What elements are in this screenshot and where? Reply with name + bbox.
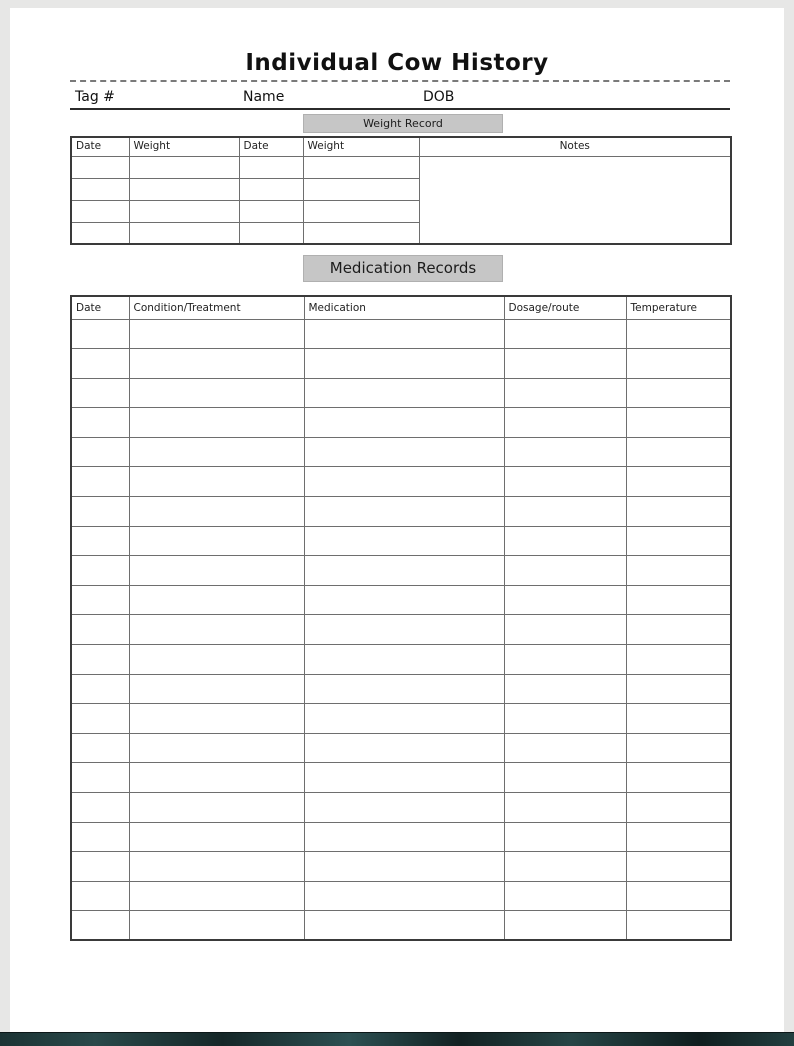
table-cell	[71, 911, 129, 941]
column-header-weight: Weight	[129, 137, 239, 156]
table-cell	[626, 408, 731, 438]
column-header-medication: Medication	[304, 296, 504, 319]
table-cell	[71, 556, 129, 586]
table-cell	[71, 319, 129, 349]
table-cell	[239, 200, 303, 222]
table-row	[71, 674, 731, 704]
table-row	[71, 378, 731, 408]
table-row	[71, 556, 731, 586]
table-cell	[626, 852, 731, 882]
table-cell	[129, 881, 304, 911]
table-cell	[304, 497, 504, 527]
table-row	[71, 408, 731, 438]
table-cell	[239, 178, 303, 200]
bottom-decorative-band	[0, 1032, 794, 1046]
table-cell	[304, 408, 504, 438]
table-row	[71, 822, 731, 852]
dob-label: DOB	[423, 89, 455, 105]
table-cell	[129, 467, 304, 497]
table-cell	[129, 645, 304, 675]
table-cell	[304, 615, 504, 645]
table-cell	[504, 645, 626, 675]
table-row	[71, 615, 731, 645]
table-row	[71, 437, 731, 467]
table-cell	[71, 222, 129, 244]
table-row	[71, 704, 731, 734]
table-cell	[129, 526, 304, 556]
table-row	[71, 793, 731, 823]
table-cell	[71, 156, 129, 178]
table-cell	[71, 852, 129, 882]
table-cell	[129, 585, 304, 615]
table-cell	[239, 222, 303, 244]
table-cell	[71, 497, 129, 527]
table-cell	[129, 911, 304, 941]
table-cell	[504, 585, 626, 615]
column-header-weight2: Weight	[303, 137, 419, 156]
table-cell	[303, 200, 419, 222]
table-cell	[71, 467, 129, 497]
table-cell	[129, 378, 304, 408]
table-cell	[304, 793, 504, 823]
column-header-date: Date	[71, 137, 129, 156]
table-cell	[71, 704, 129, 734]
table-cell	[71, 200, 129, 222]
table-cell	[304, 437, 504, 467]
table-cell	[626, 467, 731, 497]
table-cell	[304, 349, 504, 379]
table-cell	[71, 763, 129, 793]
table-cell	[304, 319, 504, 349]
table-row	[71, 319, 731, 349]
table-row	[71, 585, 731, 615]
table-cell	[304, 585, 504, 615]
table-cell	[239, 156, 303, 178]
table-cell	[71, 881, 129, 911]
table-cell	[626, 585, 731, 615]
table-row	[71, 349, 731, 379]
table-cell	[304, 881, 504, 911]
table-cell	[504, 822, 626, 852]
table-cell	[626, 526, 731, 556]
table-cell	[71, 378, 129, 408]
table-cell	[129, 733, 304, 763]
table-cell	[504, 556, 626, 586]
table-cell	[504, 852, 626, 882]
table-cell	[626, 615, 731, 645]
table-cell	[304, 467, 504, 497]
header-fields-underline	[70, 108, 730, 110]
table-cell	[71, 645, 129, 675]
table-row	[71, 852, 731, 882]
table-cell	[504, 733, 626, 763]
page-title: Individual Cow History	[245, 50, 549, 76]
table-cell	[304, 526, 504, 556]
title-divider	[70, 80, 730, 82]
table-cell	[504, 763, 626, 793]
weight-record-table	[70, 136, 732, 245]
table-header-row	[71, 296, 731, 319]
table-cell	[71, 408, 129, 438]
table-cell	[626, 674, 731, 704]
table-cell	[504, 793, 626, 823]
table-cell	[129, 674, 304, 704]
table-cell	[626, 319, 731, 349]
table-cell	[129, 349, 304, 379]
table-cell	[504, 674, 626, 704]
table-row	[71, 645, 731, 675]
table-row	[71, 467, 731, 497]
table-cell	[129, 822, 304, 852]
table-cell	[626, 881, 731, 911]
table-cell	[504, 467, 626, 497]
table-cell	[504, 378, 626, 408]
column-header-condition: Condition/Treatment	[129, 296, 304, 319]
table-cell	[129, 408, 304, 438]
form-page	[10, 8, 784, 1032]
table-cell	[626, 733, 731, 763]
table-cell	[626, 704, 731, 734]
table-cell	[129, 704, 304, 734]
table-cell	[304, 733, 504, 763]
notes-cell	[419, 156, 731, 244]
table-cell	[71, 349, 129, 379]
table-cell	[129, 852, 304, 882]
table-cell	[304, 822, 504, 852]
medication-records-table	[70, 295, 732, 941]
table-cell	[626, 437, 731, 467]
table-cell	[129, 178, 239, 200]
weight-record-heading: Weight Record	[303, 114, 503, 133]
table-cell	[129, 156, 239, 178]
table-cell	[304, 378, 504, 408]
table-row	[71, 763, 731, 793]
table-cell	[504, 349, 626, 379]
table-cell	[626, 349, 731, 379]
table-cell	[303, 178, 419, 200]
table-cell	[504, 437, 626, 467]
table-cell	[504, 704, 626, 734]
table-cell	[303, 222, 419, 244]
table-cell	[71, 615, 129, 645]
table-cell	[304, 852, 504, 882]
column-header-date2: Date	[239, 137, 303, 156]
table-cell	[71, 674, 129, 704]
table-cell	[504, 319, 626, 349]
table-cell	[129, 763, 304, 793]
table-cell	[626, 793, 731, 823]
table-cell	[71, 437, 129, 467]
table-cell	[71, 178, 129, 200]
table-row	[71, 497, 731, 527]
table-cell	[71, 733, 129, 763]
column-header-dosage: Dosage/route	[504, 296, 626, 319]
table-row	[71, 156, 731, 178]
table-cell	[626, 645, 731, 675]
table-cell	[71, 793, 129, 823]
table-header-row	[71, 137, 731, 156]
table-cell	[71, 526, 129, 556]
table-cell	[626, 378, 731, 408]
table-row	[71, 881, 731, 911]
table-cell	[129, 615, 304, 645]
medication-records-heading: Medication Records	[303, 255, 503, 282]
table-cell	[504, 526, 626, 556]
table-cell	[504, 911, 626, 941]
table-cell	[626, 911, 731, 941]
table-cell	[71, 822, 129, 852]
column-header-notes: Notes	[419, 137, 731, 156]
table-cell	[129, 222, 239, 244]
tag-number-label: Tag #	[75, 89, 115, 105]
table-row	[71, 733, 731, 763]
table-cell	[129, 319, 304, 349]
table-cell	[626, 763, 731, 793]
table-cell	[304, 556, 504, 586]
table-cell	[304, 911, 504, 941]
table-cell	[304, 704, 504, 734]
table-cell	[71, 585, 129, 615]
table-cell	[304, 763, 504, 793]
table-cell	[626, 497, 731, 527]
column-header-temperature: Temperature	[626, 296, 731, 319]
table-cell	[129, 556, 304, 586]
table-cell	[504, 497, 626, 527]
table-cell	[129, 793, 304, 823]
column-header-date: Date	[71, 296, 129, 319]
table-cell	[129, 200, 239, 222]
table-cell	[129, 497, 304, 527]
table-cell	[504, 881, 626, 911]
table-cell	[129, 437, 304, 467]
table-cell	[504, 408, 626, 438]
table-cell	[304, 645, 504, 675]
table-cell	[626, 556, 731, 586]
table-row	[71, 526, 731, 556]
table-cell	[504, 615, 626, 645]
table-row	[71, 911, 731, 941]
table-cell	[626, 822, 731, 852]
table-cell	[304, 674, 504, 704]
name-label: Name	[243, 89, 285, 105]
table-cell	[303, 156, 419, 178]
